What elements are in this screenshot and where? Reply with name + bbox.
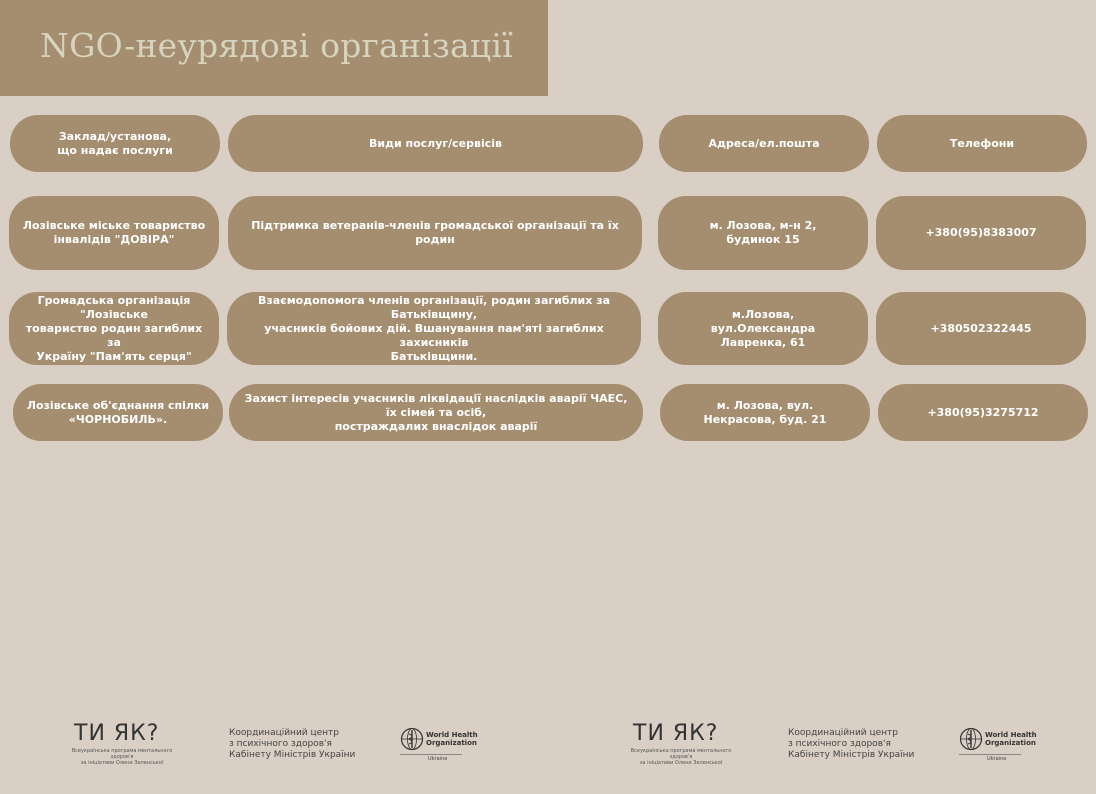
row-3-services [229, 384, 643, 441]
row-1-institution [9, 196, 219, 270]
row-3-address [660, 384, 870, 441]
row-1-phone-text: +380(95)8383007 [925, 226, 1037, 239]
row-2-address-text: м.Лозова, вул.Олександра Лавренка, 61 [710, 307, 816, 349]
who-emblem-icon [400, 727, 424, 751]
row-1-services-text: Підтримка ветеранів-членів громадської організації та їх родин [251, 219, 619, 246]
row-3-phone-text: +380(95)3275712 [927, 405, 1039, 419]
who-name: World Health Organization [985, 731, 1037, 747]
row-2-services-text: Взаємодопомога членів організації, родин загиблих за Батьківщину, учасників бойових дій. Вшанування пам'яті загиблих захисників Батьківщини. [257, 293, 611, 363]
row-3-services-text: Захист інтересів учасників ліквідації наслідків аварії ЧАЕС, їх сімей та осіб, постраждалих внаслідок аварії [244, 391, 628, 433]
header-institution [10, 115, 220, 172]
who-logo-right [959, 727, 1039, 771]
who-country: Ukraine [987, 756, 1007, 762]
who-emblem-icon [959, 727, 983, 751]
who-name: World Health Organization [426, 731, 478, 747]
row-3-phone [878, 384, 1088, 441]
row-3-institution [13, 384, 223, 441]
row-2-address [658, 292, 868, 365]
row-1-services [228, 196, 642, 270]
who-divider [400, 754, 462, 755]
row-2-phone-text: +380502322445 [930, 321, 1032, 335]
tiyak-logo-text: ТИ ЯК? [74, 721, 160, 746]
title-banner [0, 0, 548, 96]
tiyak-tagline: Всеукраїнська програма ментального здоров'я за ініціативи Олени Зеленської [71, 748, 173, 766]
row-2-institution [9, 292, 219, 365]
who-logo-left [400, 727, 480, 771]
header-services-label: Види послуг/сервісів [368, 136, 503, 150]
coordination-center-left: Координаційний центр з психічного здоров'я Кабінету Міністрів України [229, 728, 356, 760]
header-phones-label: Телефони [949, 136, 1015, 150]
tiyak-tagline: Всеукраїнська програма ментального здоров'я за ініціативи Олени Зеленської [630, 748, 732, 766]
tiyak-logo-text: ТИ ЯК? [633, 721, 719, 746]
row-1-address [658, 196, 868, 270]
row-2-institution-text: Громадська організація "Лозівське товариство родин загиблих за Україну "Пам'ять серця" [25, 293, 203, 363]
row-1-address-text: м. Лозова, м-н 2, будинок 15 [709, 219, 817, 246]
who-country: Ukraine [428, 756, 448, 762]
row-3-address-text: м. Лозова, вул. Некрасова, буд. 21 [703, 398, 827, 426]
page-title: NGO-неурядові організації [40, 26, 513, 65]
tiyak-logo-right [621, 722, 741, 766]
row-1-phone [876, 196, 1086, 270]
row-1-institution-text: Лозівське міське товариство інвалідів "ДОВІРА" [22, 219, 206, 246]
tiyak-logo-left [62, 722, 182, 766]
header-address-label: Адреса/ел.пошта [708, 136, 820, 150]
who-divider [959, 754, 1021, 755]
header-address [659, 115, 869, 172]
row-2-phone [876, 292, 1086, 365]
header-phones [877, 115, 1087, 172]
header-institution-label: Заклад/установа, що надає послуги [57, 129, 173, 157]
header-services [228, 115, 643, 172]
row-3-institution-text: Лозівське об'єднання спілки «ЧОРНОБИЛЬ». [26, 398, 210, 426]
coordination-center-right: Координаційний центр з психічного здоров'я Кабінету Міністрів України [788, 728, 915, 760]
row-2-services [227, 292, 641, 365]
